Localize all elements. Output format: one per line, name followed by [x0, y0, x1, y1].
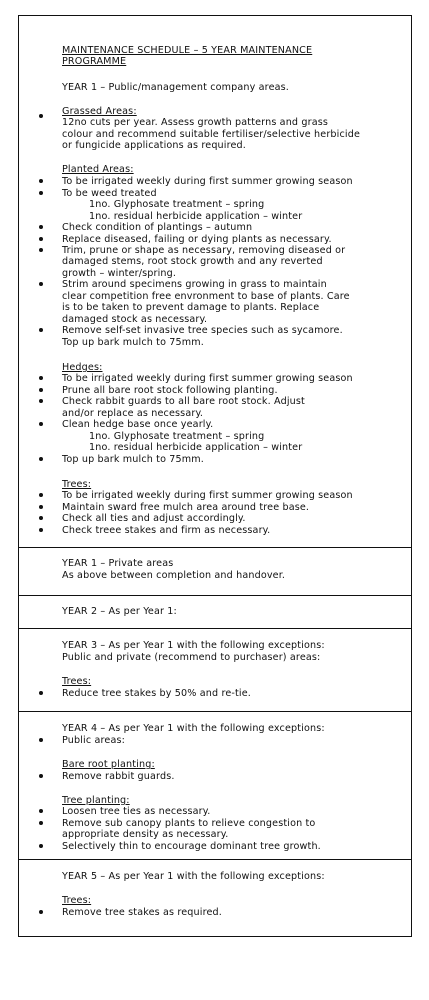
bullet: [39, 225, 43, 229]
bullet: [39, 457, 43, 461]
year3-line: Public and private (recommend to purchaser) areas:: [62, 652, 321, 663]
section-year1-private: [19, 548, 411, 596]
grassed-line: or fungicide applications as required.: [62, 140, 246, 151]
planted-line: 1no. Glyphosate treatment – spring: [89, 199, 265, 210]
bullet: [39, 809, 43, 813]
hedges-line: and/or replace as necessary.: [62, 408, 204, 419]
year4-line: Public areas:: [62, 735, 126, 746]
grassed-line: colour and recommend suitable fertiliser/selective herbicide: [62, 129, 361, 140]
hedges-line: Check rabbit guards to all bare root stock. Adjust: [62, 396, 305, 407]
bullet: [39, 248, 43, 252]
section-year3: [19, 629, 411, 712]
bullet: [39, 114, 43, 118]
hedges-line: To be irrigated weekly during first summer growing season: [62, 373, 353, 384]
bare-root-heading: Bare root planting:: [62, 759, 155, 770]
planted-line: is to be taken to prevent damage to plants. Replace: [62, 302, 320, 313]
planted-line: Remove self-set invasive tree species such as sycamore.: [62, 325, 343, 336]
trees-line: Check all ties and adjust accordingly.: [62, 513, 246, 524]
maintenance-schedule-table: [18, 15, 412, 937]
schedule-title-line2: PROGRAMME: [62, 56, 127, 67]
schedule-title-line1: MAINTENANCE SCHEDULE – 5 YEAR MAINTENANCE: [62, 45, 313, 56]
year1-public-title: YEAR 1 – Public/management company areas.: [62, 82, 289, 93]
year4-title: YEAR 4 – As per Year 1 with the following exceptions:: [62, 723, 325, 734]
bullet: [39, 179, 43, 183]
trees-line: Check treee stakes and firm as necessary.: [62, 525, 271, 536]
planted-line: growth – winter/spring.: [62, 268, 177, 279]
bullet: [39, 738, 43, 742]
bullet: [39, 774, 43, 778]
bullet: [39, 422, 43, 426]
bullet: [39, 821, 43, 825]
bullet: [39, 505, 43, 509]
tree-planting-heading: Tree planting:: [62, 795, 130, 806]
year3-title: YEAR 3 – As per Year 1 with the following exceptions:: [62, 640, 325, 651]
section-year5: [19, 860, 411, 937]
bullet: [39, 237, 43, 241]
hedges-line: 1no. Glyphosate treatment – spring: [89, 431, 265, 442]
section-year4: [19, 712, 411, 860]
hedges-line: 1no. residual herbicide application – winter: [89, 442, 303, 453]
planted-areas-heading: Planted Areas:: [62, 164, 134, 175]
year1-private-line: As above between completion and handover.: [62, 570, 286, 581]
bullet: [39, 282, 43, 286]
planted-line: Trim, prune or shape as necessary, removing diseased or: [62, 245, 346, 256]
year5-title: YEAR 5 – As per Year 1 with the following exceptions:: [62, 871, 325, 882]
hedges-heading: Hedges:: [62, 362, 103, 373]
tree-planting-line: Selectively thin to encourage dominant tree growth.: [62, 841, 321, 852]
year5-trees-line: Remove tree stakes as required.: [62, 907, 222, 918]
grassed-areas-heading: Grassed Areas:: [62, 106, 137, 117]
bullet: [39, 516, 43, 520]
section-year1-public: [19, 16, 411, 548]
trees-line: Maintain sward free mulch area around tree base.: [62, 502, 310, 513]
year3-trees-line: Reduce tree stakes by 50% and re-tie.: [62, 688, 252, 699]
year3-trees-heading: Trees:: [62, 676, 92, 687]
bullet: [39, 328, 43, 332]
bullet: [39, 191, 43, 195]
bullet: [39, 910, 43, 914]
bare-root-line: Remove rabbit guards.: [62, 771, 175, 782]
bullet: [39, 844, 43, 848]
section-year2: [19, 596, 411, 629]
hedges-line: Clean hedge base once yearly.: [62, 419, 214, 430]
planted-line: damaged stock as necessary.: [62, 314, 208, 325]
planted-line: 1no. residual herbicide application – winter: [89, 211, 303, 222]
planted-line: clear competition free envronment to base of plants. Care: [62, 291, 350, 302]
planted-line: Check condition of plantings – autumn: [62, 222, 253, 233]
grassed-line: 12no cuts per year. Assess growth patterns and grass: [62, 117, 329, 128]
bullet: [39, 388, 43, 392]
bullet: [39, 376, 43, 380]
bullet: [39, 493, 43, 497]
tree-planting-line: Loosen tree ties as necessary.: [62, 806, 211, 817]
planted-line: Top up bark mulch to 75mm.: [62, 337, 205, 348]
planted-line: To be irrigated weekly during first summer growing season: [62, 176, 353, 187]
tree-planting-line: Remove sub canopy plants to relieve congestion to: [62, 818, 316, 829]
hedges-line: Top up bark mulch to 75mm.: [62, 454, 205, 465]
planted-line: damaged stems, root stock growth and any reverted: [62, 256, 323, 267]
year2-title: YEAR 2 – As per Year 1:: [62, 606, 177, 617]
planted-line: Replace diseased, failing or dying plants as necessary.: [62, 234, 332, 245]
bullet: [39, 528, 43, 532]
bullet: [39, 691, 43, 695]
year1-private-title: YEAR 1 – Private areas: [62, 558, 174, 569]
year5-trees-heading: Trees:: [62, 895, 92, 906]
planted-line: To be weed treated: [62, 188, 157, 199]
trees-line: To be irrigated weekly during first summer growing season: [62, 490, 353, 501]
hedges-line: Prune all bare root stock following planting.: [62, 385, 278, 396]
tree-planting-line: appropriate density as necessary.: [62, 829, 229, 840]
trees-heading: Trees:: [62, 479, 92, 490]
planted-line: Strim around specimens growing in grass to maintain: [62, 279, 327, 290]
bullet: [39, 399, 43, 403]
